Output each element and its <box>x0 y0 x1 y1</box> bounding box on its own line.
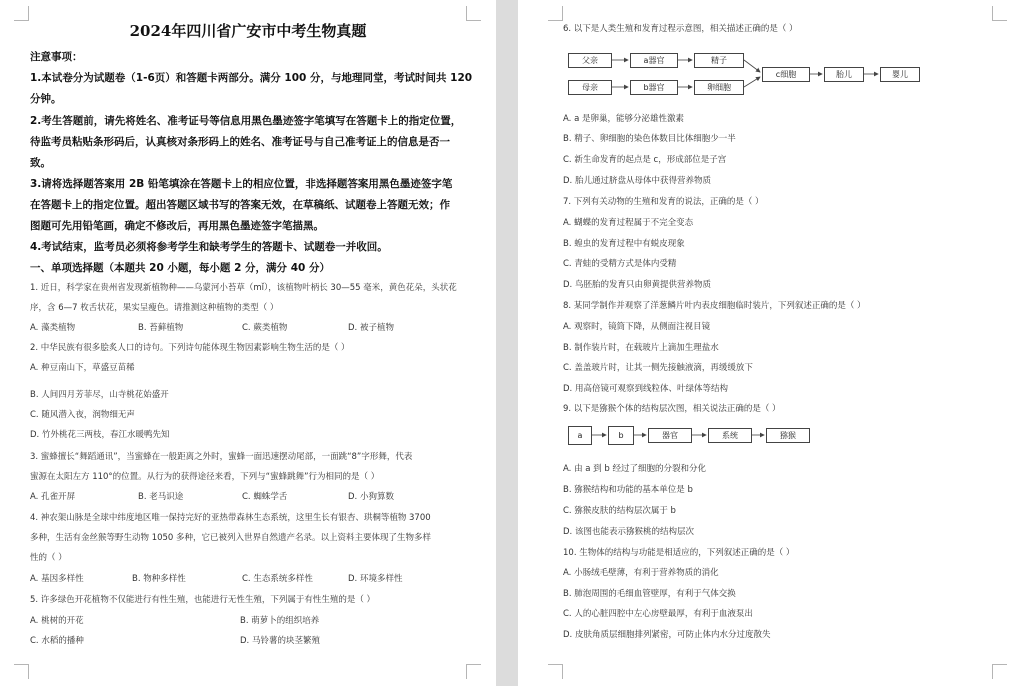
q4-option-d: D. 环境多样性 <box>348 574 403 584</box>
organ-b-box: b器官 <box>630 80 678 95</box>
q5-option-d: D. 马铃薯的块茎繁殖 <box>240 636 320 646</box>
notice-line: 致。 <box>30 157 51 169</box>
q7-option-a: A. 蝴蝶的发育过程属于不完全变态 <box>563 218 694 228</box>
q6-option-b: B. 精子、卵细胞的染色体数目比体细胞少一半 <box>563 134 736 144</box>
father-box: 父亲 <box>568 53 612 68</box>
question-4: 性的（ ） <box>30 553 67 563</box>
q9-option-d: D. 该图也能表示猕猴桃的结构层次 <box>563 527 694 537</box>
question-9: 9. 以下是猕猴个体的结构层次图，相关说法正确的是（ ） <box>563 404 781 414</box>
q4-option-b: B. 物种多样性 <box>132 574 186 584</box>
q10-option-c: C. 人的心脏四腔中左心房壁最厚，有利于血液泵出 <box>563 609 753 619</box>
mother-box: 母亲 <box>568 80 612 95</box>
question-5: 5. 许多绿色开花植物不仅能进行有性生殖，也能进行无性生殖，下列属于有性生殖的是（ ） <box>30 595 376 605</box>
fetus-box: 胎儿 <box>824 67 864 82</box>
notice-heading: 注意事项： <box>30 51 83 63</box>
q4-option-c: C. 生态系统多样性 <box>242 574 313 584</box>
question-3: 蜜源在太阳左方 110°的位置。从行为的获得途径来看，下列与“蜜蜂跳舞”行为相同的是（ ） <box>30 472 380 482</box>
q2-option-b: B. 人间四月芳菲尽，山寺桃花始盛开 <box>30 390 169 400</box>
crop-mark <box>466 6 481 21</box>
sperm-box: 精子 <box>694 53 744 68</box>
question-3: 3. 蜜蜂擅长“舞蹈通讯”，当蜜蜂在一般距离之外时，蜜蜂一面迅速摆动尾部，一面跳“8”字形舞，代表 <box>30 452 413 462</box>
crop-mark <box>992 664 1007 679</box>
crop-mark <box>466 664 481 679</box>
level-a-box: a <box>568 426 592 445</box>
question-4: 多种，生活有金丝猴等野生动物 1050 多种，它已被列入世界自然遗产名录。以上资料主要体现了生物多样 <box>30 533 432 543</box>
q6-option-a: A. a 是卵巢，能够分泌雄性激素 <box>563 114 684 124</box>
q6-option-d: D. 胎儿通过脐盘从母体中获得营养物质 <box>563 176 711 186</box>
document-page-right <box>518 0 1014 686</box>
question-1: 序，含 6—7 枚舌状花，果实呈瘦色。请推测这种植物的类型（ ） <box>30 303 279 313</box>
q2-option-d: D. 竹外桃花三两枝，春江水暖鸭先知 <box>30 430 170 440</box>
question-6: 6. 以下是人类生殖和发育过程示意图，相关描述正确的是（ ） <box>563 24 798 34</box>
q5-option-b: B. 萌萝卜的组织培养 <box>240 616 320 626</box>
q2-option-a: A. 种豆南山下，草盛豆苗稀 <box>30 363 135 373</box>
document-title: 2024年四川省广安市中考生物真题 <box>129 22 367 40</box>
question-8: 8. 某同学制作并观察了洋葱鳞片叶内表皮细胞临时装片，下列叙述正确的是（ ） <box>563 301 866 311</box>
crop-mark <box>14 6 29 21</box>
q9-option-b: B. 猕猴结构和功能的基本单位是 b <box>563 485 693 495</box>
q10-option-b: B. 肺泡周围的毛细血管壁厚，有利于气体交换 <box>563 589 736 599</box>
notice-line: 2.考生答题前，请先将姓名、准考证号等信息用黑色墨迹签字笔填写在答题卡上的指定位置， <box>30 115 462 127</box>
q10-option-a: A. 小肠绒毛壁薄，有利于营养物质的消化 <box>563 568 719 578</box>
q1-option-c: C. 蕨类植物 <box>242 323 288 333</box>
level-b-box: b <box>608 426 634 445</box>
q8-option-b: B. 制作装片时，在载玻片上滴加生理盐水 <box>563 343 719 353</box>
q3-option-c: C. 蜘蛛学舌 <box>242 492 288 502</box>
q7-option-c: C. 青蛙的受精方式是体内受精 <box>563 259 677 269</box>
organ-box: 器官 <box>648 428 692 443</box>
q1-option-b: B. 苔藓植物 <box>138 323 184 333</box>
crop-mark <box>548 6 563 21</box>
crop-mark <box>548 664 563 679</box>
q3-option-d: D. 小狗算数 <box>348 492 394 502</box>
q8-option-a: A. 观察时，镜筒下降，从侧面注视目镜 <box>563 322 711 332</box>
question-10: 10. 生物体的结构与功能是相适应的，下列叙述正确的是（ ） <box>563 548 795 558</box>
page-gutter <box>496 0 518 686</box>
q5-option-c: C. 水稻的播种 <box>30 636 84 646</box>
cell-c-box: c细胞 <box>762 67 810 82</box>
q6-option-c: C. 新生命发育的起点是 c，形成部位是子宫 <box>563 155 727 165</box>
q8-option-c: C. 盖盖玻片时，让其一侧先接触液滴，再缓缓放下 <box>563 363 753 373</box>
q9-option-c: C. 猕猴皮肤的结构层次属于 b <box>563 506 676 516</box>
question-4: 4. 神农架山脉是全球中纬度地区唯一保持完好的亚热带森林生态系统，这里生长有银杏、珙桐等植物 3700 <box>30 513 431 523</box>
q1-option-a: A. 藻类植物 <box>30 323 76 333</box>
notice-line: 3.请将选择题答案用 2B 铅笔填涂在答题卡上的相应位置，非选择题答案用黑色墨迹签字笔 <box>30 178 453 190</box>
question-1: 1. 近日，科学家在贵州省发现新植物种——乌蒙河小苔草（mǐ），该植物叶柄长 30—55 毫米，黄色花朵，头状花 <box>30 283 457 293</box>
notice-line: 1.本试卷分为试题卷（1-6页）和答题卡两部分。满分 100 分，与地理同堂，考试时间共 120 <box>30 72 473 84</box>
q5-option-a: A. 桃树的开花 <box>30 616 84 626</box>
question-7: 7. 下列有关动物的生殖和发育的说法，正确的是（ ） <box>563 197 764 207</box>
q7-option-d: D. 鸟胚胎的发育只由卵黄提供营养物质 <box>563 280 711 290</box>
section-heading: 一、单项选择题（本题共 20 小题，每小题 2 分，满分 40 分） <box>30 262 330 274</box>
egg-box: 卵细胞 <box>694 80 744 95</box>
q3-option-a: A. 孔雀开屏 <box>30 492 76 502</box>
baby-box: 婴儿 <box>880 67 920 82</box>
q9-option-a: A. 由 a 到 b 经过了细胞的分裂和分化 <box>563 464 706 474</box>
crop-mark <box>992 6 1007 21</box>
notice-line: 在答题卡上的指定位置。超出答题区域书写的答案无效，在草稿纸、试题卷上答题无效；作 <box>30 199 450 211</box>
monkey-box: 猕猴 <box>766 428 810 443</box>
q4-option-a: A. 基因多样性 <box>30 574 84 584</box>
crop-mark <box>14 664 29 679</box>
q1-option-d: D. 被子植物 <box>348 323 394 333</box>
q8-option-d: D. 用高倍镜可观察到线粒体、叶绿体等结构 <box>563 384 728 394</box>
q10-option-d: D. 皮肤角质层细胞排列紧密，可防止体内水分过度散失 <box>563 630 771 640</box>
system-box: 系统 <box>708 428 752 443</box>
q3-option-b: B. 老马识途 <box>138 492 184 502</box>
notice-line: 图题可先用铅笔画，确定不修改后，再用黑色墨迹签字笔描黑。 <box>30 220 324 232</box>
q2-option-c: C. 随风潜入夜，润物细无声 <box>30 410 135 420</box>
notice-line: 4.考试结束，监考员必须将参考学生和缺考学生的答题卡、试题卷一并收回。 <box>30 241 388 253</box>
q7-option-b: B. 蝗虫的发育过程中有蜕皮现象 <box>563 239 685 249</box>
notice-line: 分钟。 <box>30 93 62 105</box>
question-2: 2. 中华民族有很多脍炙人口的诗句。下列诗句能体现生物因素影响生物生活的是（ ） <box>30 343 350 353</box>
organ-a-box: a器官 <box>630 53 678 68</box>
notice-line: 待监考员粘贴条形码后，认真核对条形码上的姓名、准考证号与自己准考证上的信息是否一 <box>30 136 450 148</box>
document-page-left <box>0 0 496 686</box>
